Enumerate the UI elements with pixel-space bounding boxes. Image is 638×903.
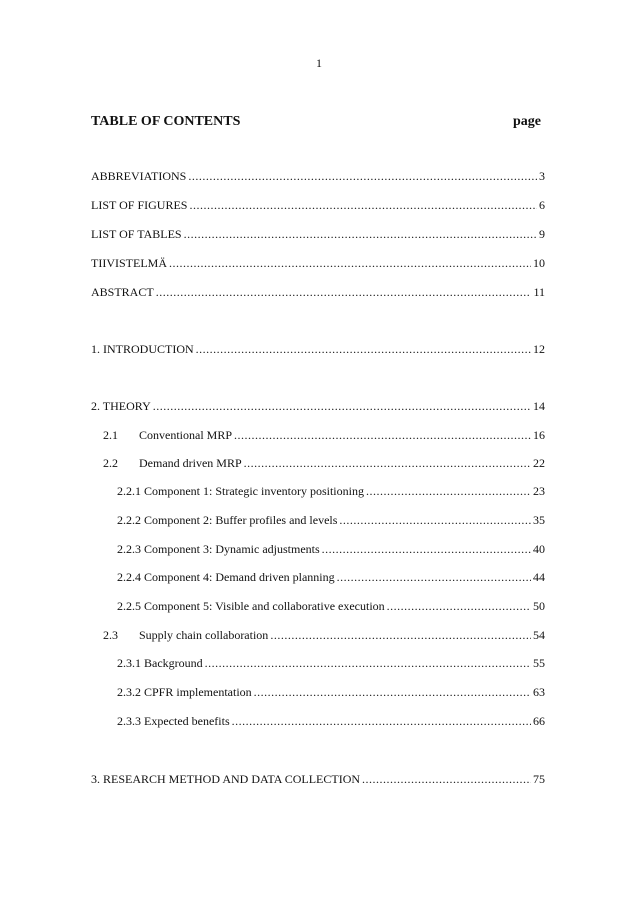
toc-entry-page: 40 bbox=[533, 542, 545, 556]
toc-entry-background[interactable] bbox=[117, 654, 545, 672]
toc-entry-title: Supply chain collaboration bbox=[139, 628, 269, 642]
toc-entry-number: 2.2 bbox=[103, 456, 118, 470]
toc-entry-supply-chain-collaboration[interactable] bbox=[103, 626, 545, 644]
toc-entry-title: 2.3.2 CPFR implementation bbox=[117, 685, 252, 699]
toc-entry-page: 3 bbox=[539, 169, 545, 183]
toc-entry-title: 3. RESEARCH METHOD AND DATA COLLECTION bbox=[91, 772, 361, 786]
toc-entry-abstract[interactable] bbox=[91, 283, 545, 301]
toc-title: TABLE OF CONTENTS bbox=[91, 114, 241, 129]
toc-entry-page: 66 bbox=[533, 714, 545, 728]
dot-leader bbox=[232, 712, 531, 730]
toc-entry-title: 2.2.4 Component 4: Demand driven planning bbox=[117, 570, 335, 584]
toc-entry-page: 22 bbox=[533, 456, 545, 470]
dot-leader bbox=[189, 196, 537, 214]
toc-entry-page: 50 bbox=[533, 599, 545, 613]
toc-entry-page: 55 bbox=[533, 656, 545, 670]
toc-entry-number: 2.1 bbox=[103, 428, 118, 442]
toc-entry-cpfr-implementation[interactable] bbox=[117, 683, 545, 701]
dot-leader bbox=[387, 597, 531, 615]
dot-leader bbox=[205, 654, 531, 672]
toc-entry-abbreviations[interactable] bbox=[91, 167, 545, 185]
toc-entry-title: 2.3.3 Expected benefits bbox=[117, 714, 230, 728]
dot-leader bbox=[188, 167, 537, 185]
toc-entry-research-method[interactable] bbox=[91, 770, 545, 788]
dot-leader bbox=[322, 540, 531, 558]
toc-entry-component-2[interactable] bbox=[117, 511, 545, 529]
toc-entry-page: 23 bbox=[533, 484, 545, 498]
toc-entry-title: Demand driven MRP bbox=[139, 456, 242, 470]
toc-entry-title: TIIVISTELMÄ bbox=[91, 256, 167, 270]
toc-entry-title: 2.2.5 Component 5: Visible and collaborative execution bbox=[117, 599, 385, 613]
dot-leader bbox=[337, 568, 531, 586]
toc-entry-page: 16 bbox=[533, 428, 545, 442]
toc-entry-title: 1. INTRODUCTION bbox=[91, 342, 194, 356]
toc-entry-page: 10 bbox=[533, 256, 545, 270]
dot-leader bbox=[169, 254, 531, 272]
toc-entry-list-of-figures[interactable] bbox=[91, 196, 545, 214]
toc-entry-title: Conventional MRP bbox=[139, 428, 233, 442]
toc-entry-introduction[interactable] bbox=[91, 340, 545, 358]
toc-entry-page: 54 bbox=[533, 628, 545, 642]
toc-entry-page: 11 bbox=[533, 285, 545, 299]
toc-entry-number: 2.3 bbox=[103, 628, 118, 642]
toc-entry-title: ABBREVIATIONS bbox=[91, 169, 187, 183]
toc-entry-tiivistelma[interactable] bbox=[91, 254, 545, 272]
toc-entry-title: 2. THEORY bbox=[91, 399, 151, 413]
dot-leader bbox=[244, 454, 531, 472]
toc-entry-title: LIST OF TABLES bbox=[91, 227, 182, 241]
toc-entry-expected-benefits[interactable] bbox=[117, 712, 545, 730]
toc-entry-page: 63 bbox=[533, 685, 545, 699]
toc-entry-conventional-mrp[interactable] bbox=[103, 426, 545, 444]
toc-entry-title: ABSTRACT bbox=[91, 285, 154, 299]
toc-entry-title: 2.2.3 Component 3: Dynamic adjustments bbox=[117, 542, 320, 556]
toc-entry-title: 2.2.2 Component 2: Buffer profiles and levels bbox=[117, 513, 338, 527]
toc-entry-component-4[interactable] bbox=[117, 568, 545, 586]
dot-leader bbox=[362, 770, 531, 788]
page-number: 1 bbox=[316, 56, 322, 70]
toc-entry-demand-driven-mrp[interactable] bbox=[103, 454, 545, 472]
dot-leader bbox=[254, 683, 531, 701]
toc-entry-page: 14 bbox=[533, 399, 545, 413]
toc-entry-title: 2.2.1 Component 1: Strategic inventory positioning bbox=[117, 484, 364, 498]
toc-entry-page: 6 bbox=[539, 198, 545, 212]
toc-heading bbox=[91, 114, 545, 130]
dot-leader bbox=[234, 426, 531, 444]
dot-leader bbox=[156, 283, 532, 301]
dot-leader bbox=[196, 340, 531, 358]
dot-leader bbox=[270, 626, 531, 644]
toc-page-label: page bbox=[513, 114, 541, 129]
dot-leader bbox=[184, 225, 537, 243]
toc-entry-title: LIST OF FIGURES bbox=[91, 198, 188, 212]
toc-entry-page: 75 bbox=[533, 772, 545, 786]
toc-entry-theory[interactable] bbox=[91, 397, 545, 415]
dot-leader bbox=[339, 511, 531, 529]
toc-entry-page: 35 bbox=[533, 513, 545, 527]
toc-entry-list-of-tables[interactable] bbox=[91, 225, 545, 243]
dot-leader bbox=[366, 482, 531, 500]
toc-entry-component-3[interactable] bbox=[117, 540, 545, 558]
toc-entry-page: 9 bbox=[539, 227, 545, 241]
toc-entry-title: 2.3.1 Background bbox=[117, 656, 203, 670]
dot-leader bbox=[153, 397, 531, 415]
toc-entry-page: 12 bbox=[533, 342, 545, 356]
toc-entry-component-5[interactable] bbox=[117, 597, 545, 615]
toc-entry-component-1[interactable] bbox=[117, 482, 545, 500]
toc-entry-page: 44 bbox=[533, 570, 545, 584]
